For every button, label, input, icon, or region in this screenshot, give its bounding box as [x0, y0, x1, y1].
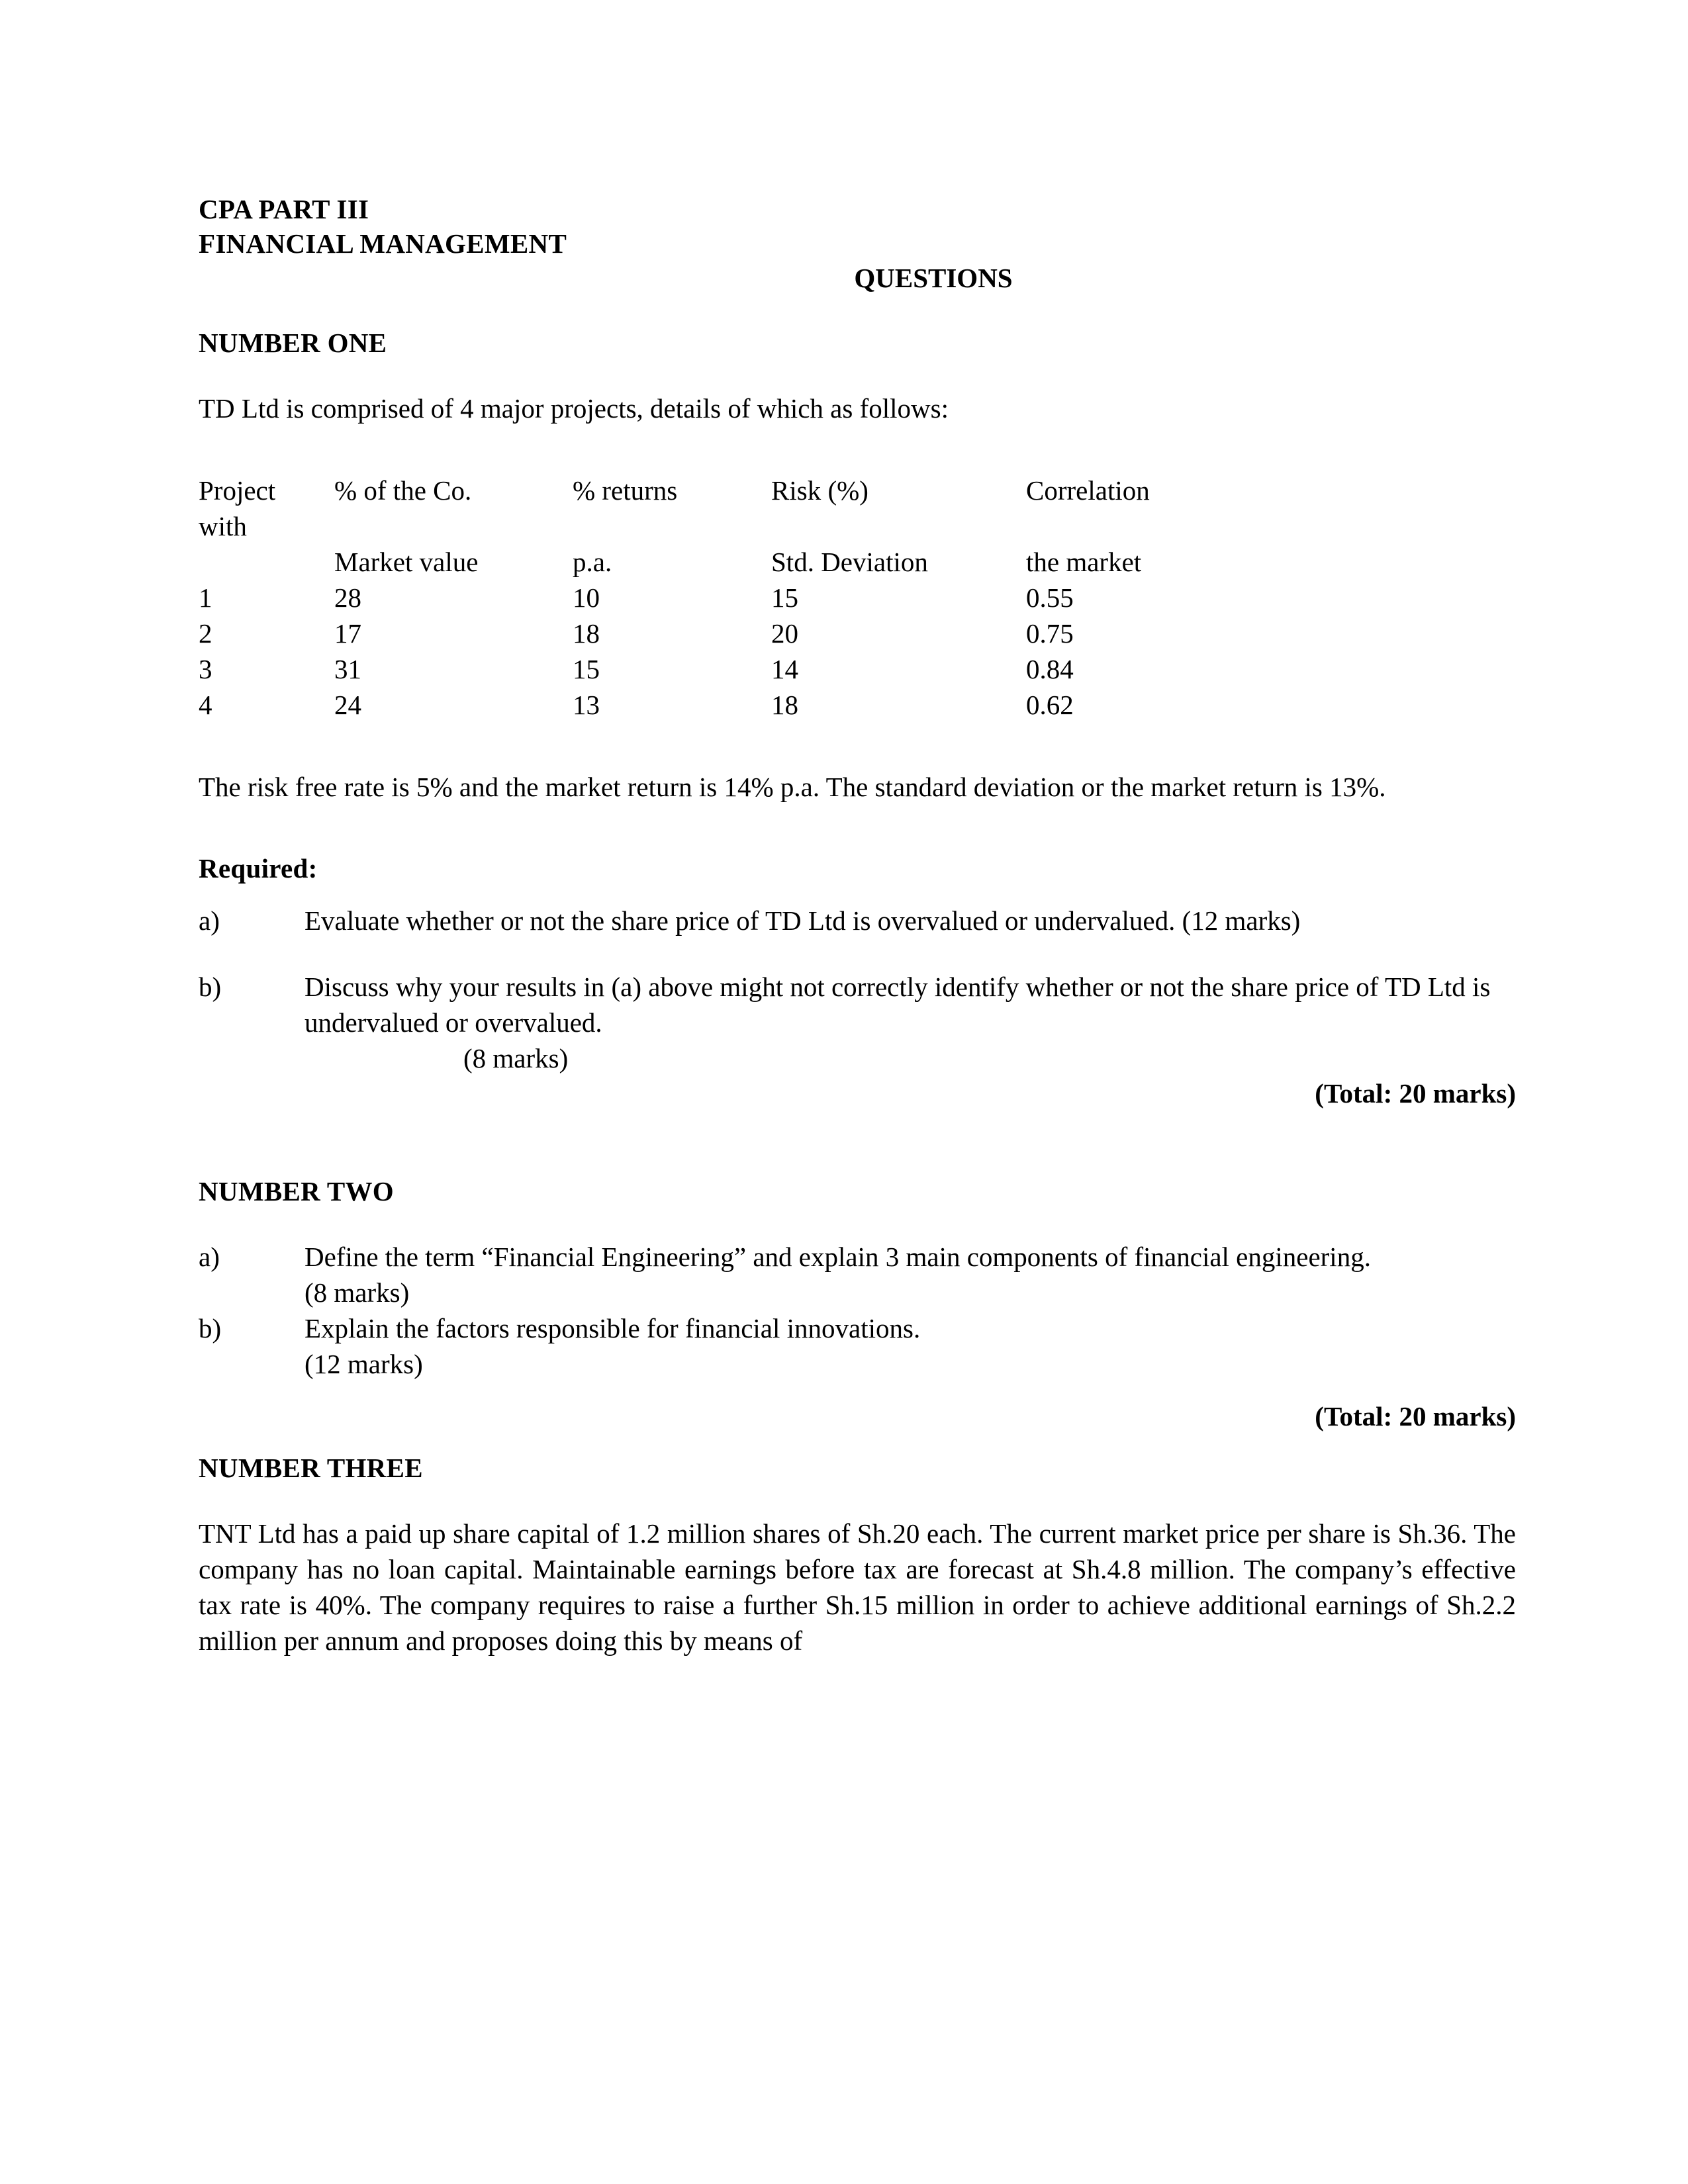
question-two-part-b-marks: (12 marks) [305, 1349, 423, 1379]
header-market-value: Market value [334, 547, 479, 577]
header-the-market: the market [1026, 547, 1142, 577]
spacer [199, 938, 1516, 969]
header-std-deviation: Std. Deviation [771, 547, 928, 577]
header-blank [199, 544, 334, 580]
part-a-text: Define the term “Financial Engineering” and explain 3 main components of financial engineering. [305, 1242, 1371, 1272]
cell-risk: 14 [771, 654, 798, 684]
questions-label: QUESTIONS [854, 263, 1013, 293]
part-b-marker: b) [199, 1313, 222, 1343]
table-header-row-with [199, 508, 1516, 544]
part-b-marker: b) [199, 972, 222, 1002]
part-a-text: Evaluate whether or not the share price of TD Ltd is overvalued or undervalued. (12 marks) [305, 905, 1301, 936]
header-correlation: Correlation [1026, 475, 1150, 506]
part-b-text: Explain the factors responsible for financial innovations. [305, 1313, 921, 1343]
question-one-total: (Total: 20 marks) [1315, 1078, 1516, 1109]
question-two-part-b [199, 1310, 1516, 1346]
table-row [199, 687, 1516, 723]
cell-risk: 15 [771, 582, 798, 613]
cell-project: 1 [199, 582, 212, 613]
header-pa: p.a. [573, 547, 612, 577]
required-label: Required: [199, 853, 318, 884]
question-three-heading: NUMBER THREE [199, 1453, 423, 1483]
spacer [199, 1208, 1516, 1239]
table-row [199, 651, 1516, 687]
part-a-marker: a) [199, 1242, 220, 1272]
spacer [199, 1485, 1516, 1516]
header-with-filler [334, 508, 1516, 544]
spacer [199, 360, 1516, 390]
spacer [199, 426, 1516, 473]
cell-market-value: 31 [334, 654, 361, 684]
exam-level-title: CPA PART III [199, 194, 369, 224]
page-content [199, 192, 1516, 1659]
cell-project: 4 [199, 690, 212, 720]
spacer [199, 1382, 1516, 1399]
cell-correlation: 0.55 [1026, 582, 1074, 613]
cell-market-value: 17 [334, 618, 361, 649]
table-header-row-2 [199, 544, 1516, 580]
cell-returns: 15 [573, 654, 600, 684]
cell-market-value: 28 [334, 582, 361, 613]
table-row [199, 615, 1516, 651]
cell-correlation: 0.62 [1026, 690, 1074, 720]
spacer [199, 886, 1516, 903]
question-two-part-a-marks: (8 marks) [305, 1277, 410, 1308]
part-a-marker: a) [199, 905, 220, 936]
header-pct-of-co: % of the Co. [334, 475, 472, 506]
header-pct-returns: % returns [573, 475, 678, 506]
question-two-part-a [199, 1239, 1516, 1275]
table-header-row-1 [199, 473, 1516, 508]
question-one-part-a [199, 903, 1516, 938]
question-one-note: The risk free rate is 5% and the market return is 14% p.a. The standard deviation or the market return is 13%. [199, 772, 1386, 802]
question-one-intro: TD Ltd is comprised of 4 major projects, details of which as follows: [199, 393, 949, 424]
cell-returns: 13 [573, 690, 600, 720]
question-two-total: (Total: 20 marks) [1315, 1401, 1516, 1432]
cell-project: 3 [199, 654, 212, 684]
header-risk: Risk (%) [771, 475, 868, 506]
cell-returns: 18 [573, 618, 600, 649]
question-one-part-b [199, 969, 1516, 1040]
question-one-part-b-marks: (8 marks) [463, 1043, 569, 1073]
header-project: Project [199, 475, 276, 506]
cell-returns: 10 [573, 582, 600, 613]
cell-correlation: 0.75 [1026, 618, 1074, 649]
cell-risk: 18 [771, 690, 798, 720]
cell-risk: 20 [771, 618, 798, 649]
question-two-heading: NUMBER TWO [199, 1176, 394, 1206]
table-row [199, 580, 1516, 615]
cell-correlation: 0.84 [1026, 654, 1074, 684]
exam-subject-title: FINANCIAL MANAGEMENT [199, 228, 567, 259]
cell-project: 2 [199, 618, 212, 649]
spacer [199, 723, 1516, 769]
question-three-body: TNT Ltd has a paid up share capital of 1.2 million shares of Sh.20 each. The current market price per share is Sh.36. The company has no loan capital. Maintainable earnings before tax are forecast at Sh.4.8 million. The company’s effective tax rate is 40%. The company requires to raise a further Sh.15 million in order to achieve additional earnings of Sh.2.2 million per annum and proposes doing this by means of [199, 1518, 1516, 1656]
spacer [199, 295, 1516, 326]
spacer [199, 1433, 1516, 1451]
spacer [199, 805, 1516, 851]
spacer [199, 1111, 1516, 1174]
part-b-text: Discuss why your results in (a) above might not correctly identify whether or not the share price of TD Ltd is undervalued or overvalued. [305, 972, 1491, 1038]
question-one-heading: NUMBER ONE [199, 328, 387, 358]
project-data-table [199, 473, 1516, 723]
header-with: with [199, 511, 247, 541]
cell-market-value: 24 [334, 690, 361, 720]
